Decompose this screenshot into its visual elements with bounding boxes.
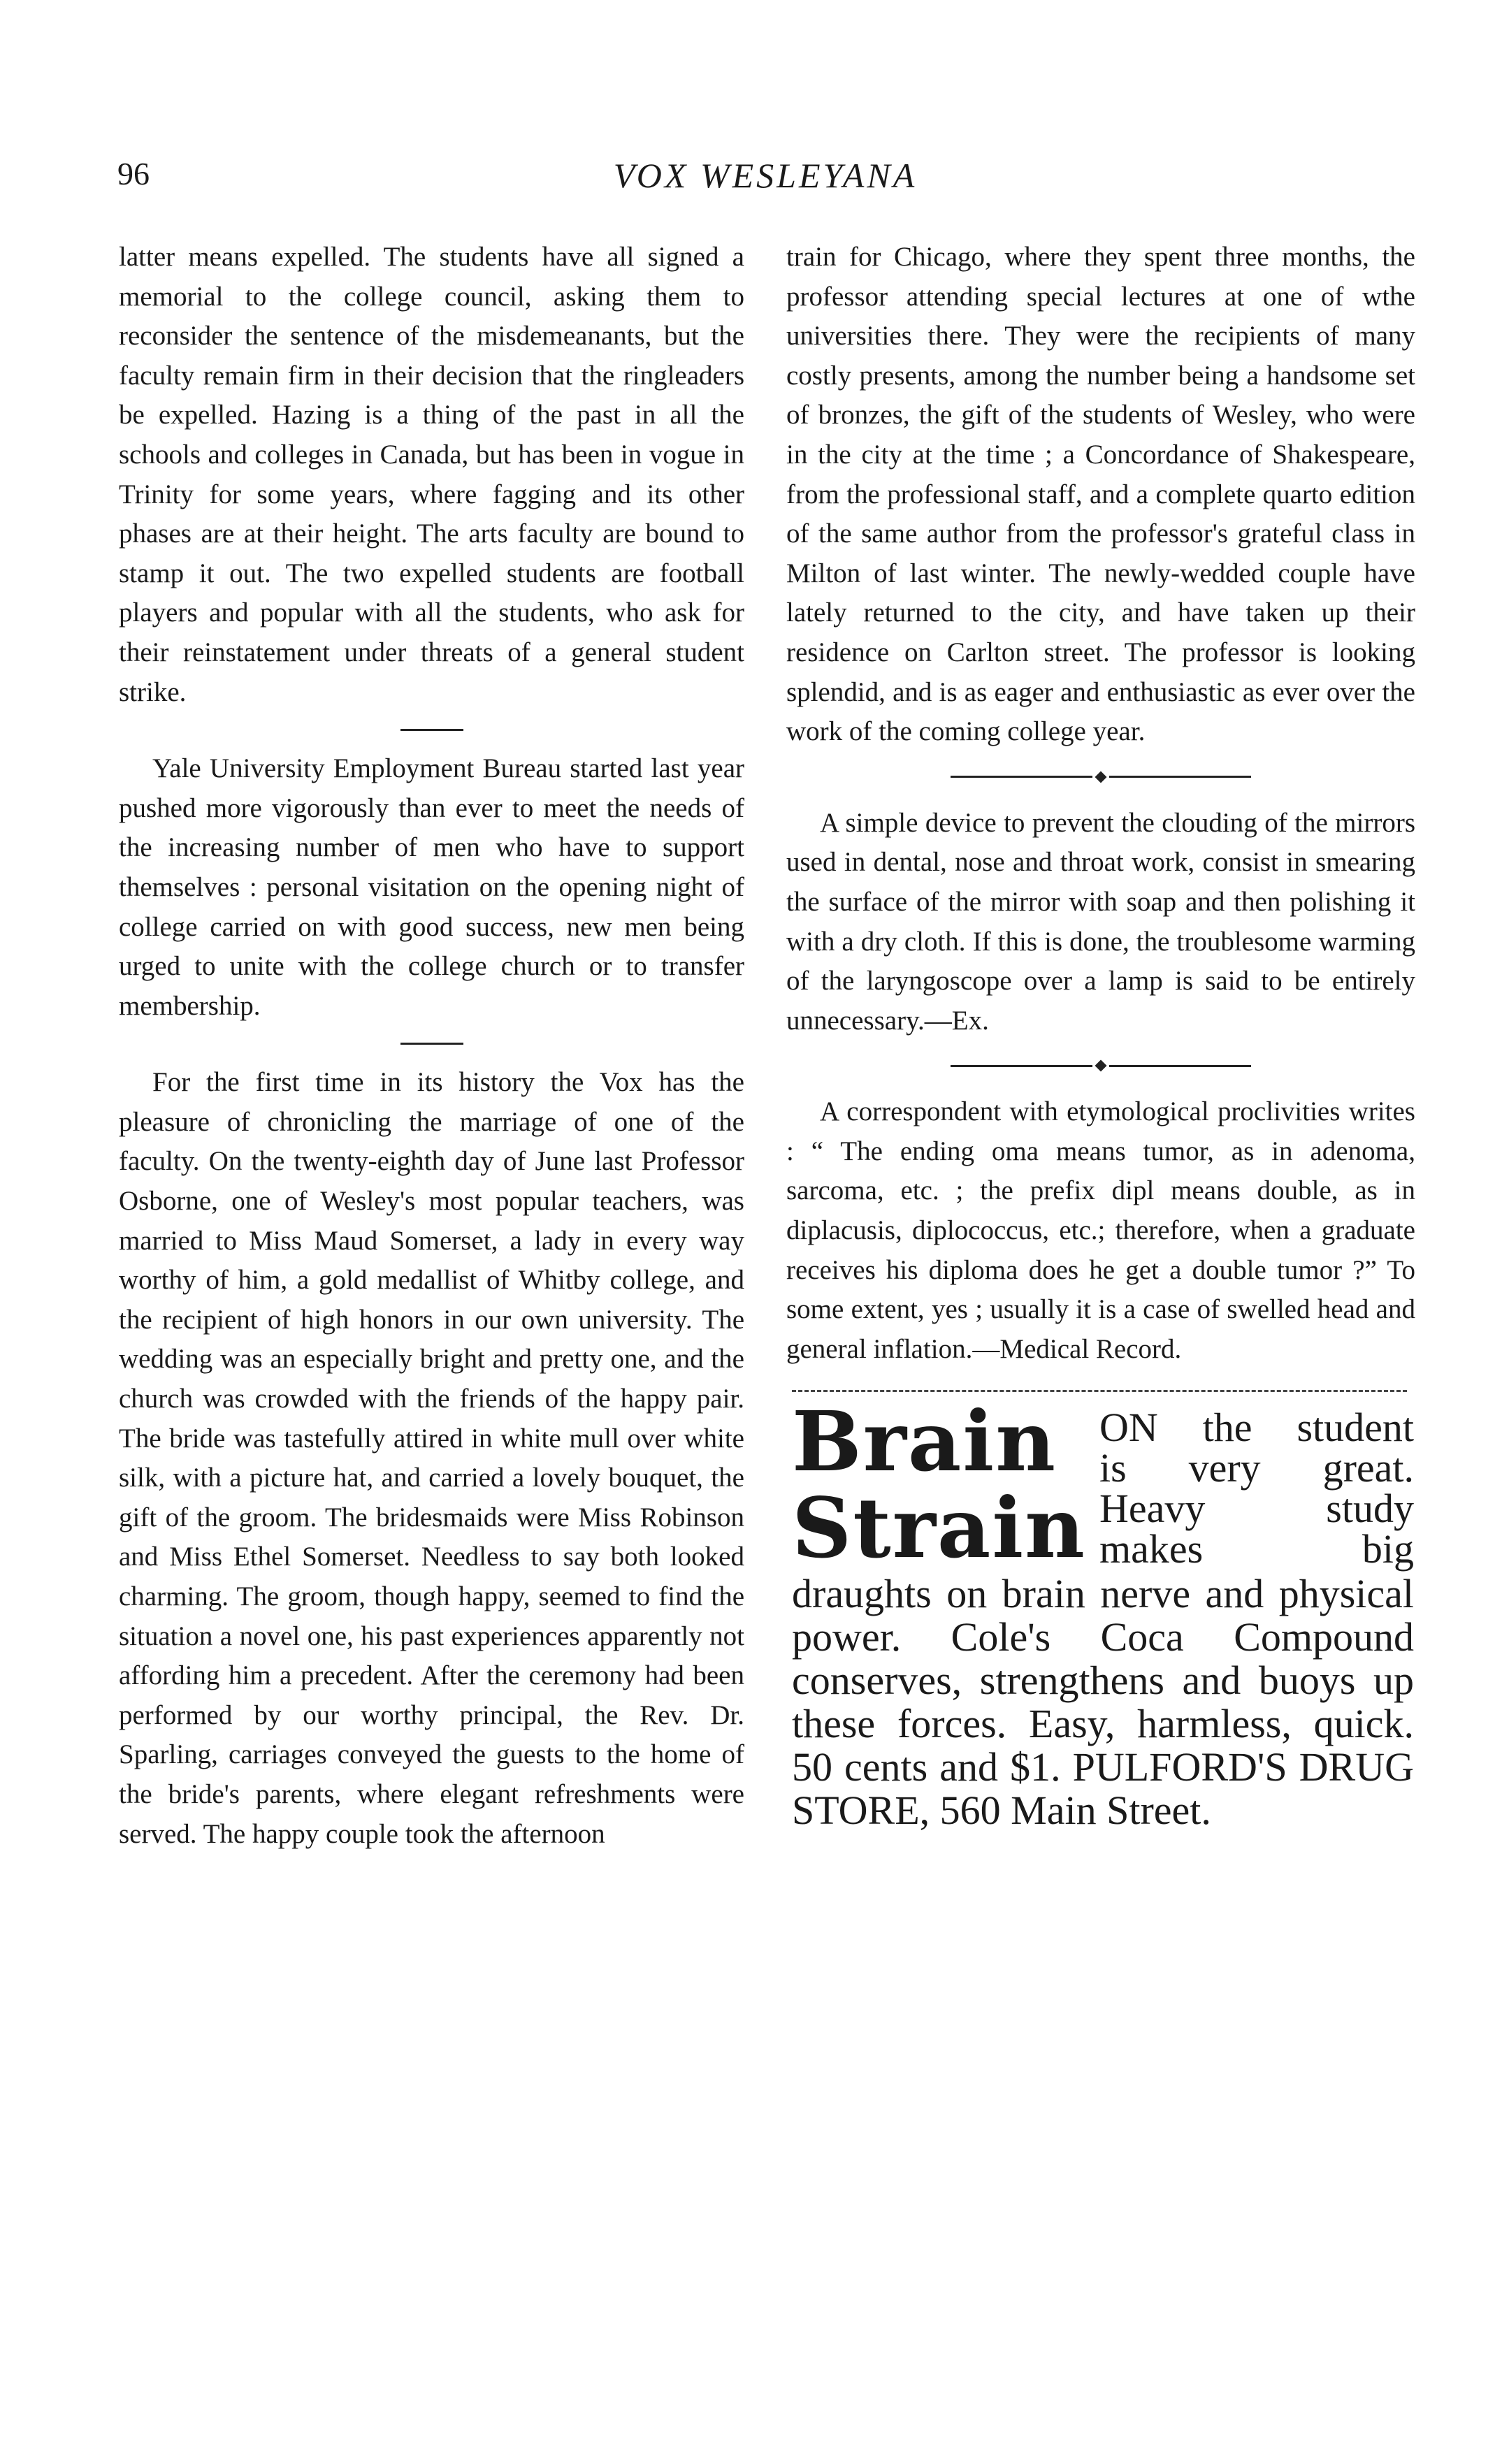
- article-expelled-students: latter means expelled. The students have all signed a memorial to the college council, asking them to reconsider the sentence of the misdemeanants, but the faculty remain firm in their decision that the ringleaders be expelled. Hazing is a thing of the past in all the schools and colleges in Canada, but has been in vogue in Trinity for some years, where fagging and its other phases are at their height. The arts faculty are bound to stamp it out. The two expelled students are football players and popular with all the students, who ask for their reinstatement under threats of a general student strike.: [119, 242, 744, 707]
- article-diploma-etymology: A correspondent with etymological proclivities writes : “ The ending oma means tumor, as in adenoma, sarcoma, etc. ; the prefix dipl means double, as in diplacusis, diplococcus, etc.; therefore, when a graduate receives his diploma does he get a double tumor ?” To some extent, yes ; usually it is a case of swelled head and general inflation.—Medical Record.: [786, 1096, 1415, 1364]
- diamond-ornament-icon: [1095, 771, 1107, 783]
- article-yale-employment: Yale University Employment Bureau started last year pushed more vigorously than ever to meet the needs of the increasing number of men who have to support themselves : personal visitation on the opening night of college carried on with good success, new men being urged to unite with the college church or to transfer membership.: [119, 753, 744, 1021]
- section-divider: [400, 1043, 463, 1045]
- ad-body-text: draughts on brain nerve and physical power. Cole's Coca Compound conserves, strengthens and buoys up these forces. Easy, harmless, quick. 50 cents and $1. PULFORD'S DRUG STORE, 560 Main Street.: [792, 1571, 1414, 1834]
- ornamental-divider: [951, 1059, 1251, 1073]
- ad-side-line: is very great.: [1099, 1445, 1414, 1491]
- advertisement-divider: [792, 1390, 1407, 1392]
- right-column: [786, 238, 1415, 1832]
- ad-side-line: ON the student: [1099, 1405, 1414, 1451]
- advertisement-brain-strain: [786, 1393, 1415, 1834]
- running-title: VOX WESLEYANA: [613, 156, 918, 195]
- article-dental-mirrors: A simple device to prevent the clouding of the mirrors used in dental, nose and throat work, consist in smearing the surface of the mirror with soap and then polishing it with a dry cloth. If this is done, the troublesome warming of the laryngoscope over a lamp is said to be entirely unnecessary.—Ex.: [786, 807, 1415, 1036]
- ad-headline-strain: Strain: [792, 1479, 1086, 1577]
- ad-side-text: [1099, 1407, 1414, 1570]
- ad-headline-brain: Brain: [792, 1393, 1057, 1491]
- ornamental-divider: [951, 770, 1251, 784]
- divider-line: [951, 1065, 1092, 1067]
- ad-side-line: Heavy study: [1099, 1486, 1414, 1532]
- divider-line: [1109, 776, 1251, 778]
- advertisement-header: [786, 1393, 1415, 1577]
- divider-line: [1109, 1065, 1251, 1067]
- divider-line: [951, 776, 1092, 778]
- diamond-ornament-icon: [1095, 1060, 1107, 1072]
- page-number: 96: [117, 156, 150, 191]
- section-divider: [400, 729, 463, 731]
- ad-side-line: makes big: [1099, 1526, 1414, 1572]
- left-column: [119, 238, 744, 1854]
- page-header: [117, 155, 1413, 204]
- article-faculty-marriage: For the first time in its history the Vox has the pleasure of chronicling the marriage of one of the faculty. On the twenty-eighth day of June last Professor Osborne, one of Wesley's most popular teachers, was married to Miss Maud Somerset, a lady in every way worthy of him, a gold medallist of Whitby college, and the recipient of high honors in our own university. The wedding was an especially bright and pretty one, and the church was crowded with the friends of the happy pair. The bride was tastefully attired in white mull over white silk, with a picture hat, and carried a lovely bouquet, the gift of the groom. The bridesmaids were Miss Robinson and Miss Ethel Somerset. Needless to say both looked charming. The groom, though happy, seemed to find the situation a novel one, his past experiences apparently not affording him a precedent. After the ceremony had been performed by our worthy principal, the Rev. Dr. Sparling, carriages conveyed the guests to the home of the bride's parents, where elegant refreshments were served. The happy couple took the afternoon: [119, 1067, 744, 1849]
- article-faculty-marriage-continued: train for Chicago, where they spent three months, the professor attending special lectures at one of wthe universities there. They were the recipients of many costly presents, among the number being a handsome set of bronzes, the gift of the students of Wesley, who were in the city at the time ; a Concordance of Shakespeare, from the professional staff, and a complete quarto edition of the same author from the professor's grateful class in Milton of last winter. The newly-wedded couple have lately returned to the city, and have taken up their residence on Carlton street. The professor is looking splendid, and is as eager and enthusiastic as ever over the work of the coming college year.: [786, 242, 1415, 747]
